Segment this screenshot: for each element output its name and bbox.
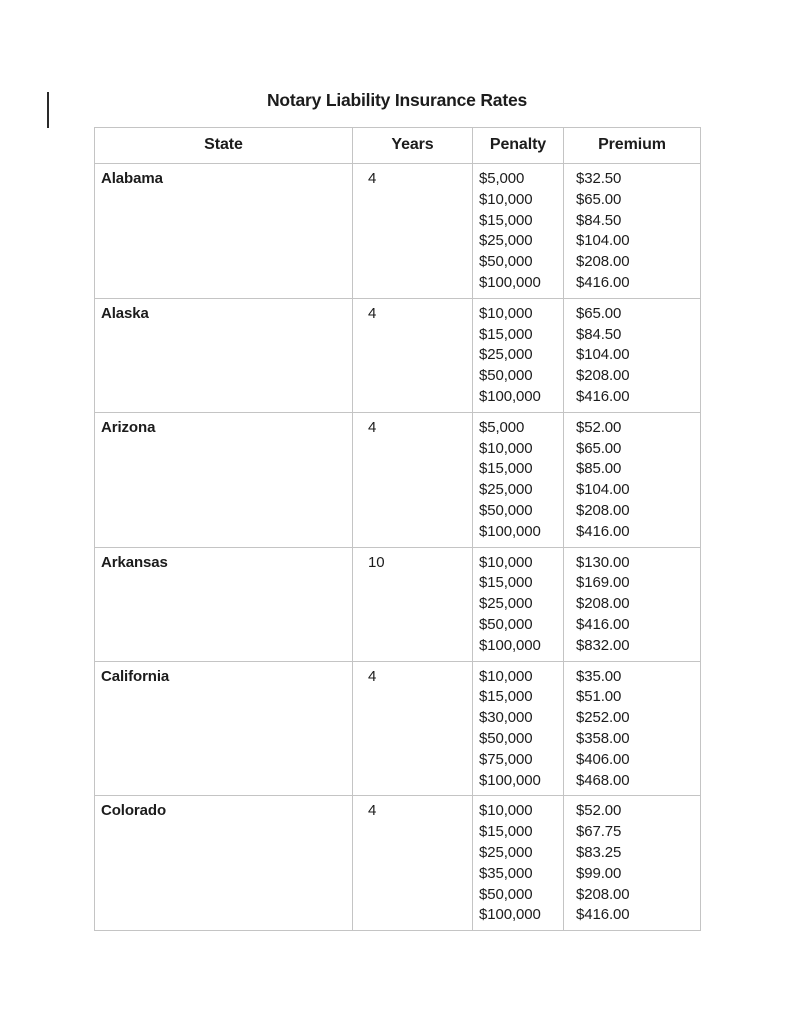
state-cell: California xyxy=(95,661,353,796)
premium-line: $35.00 xyxy=(576,667,622,685)
penalty-line: $50,000 xyxy=(479,885,533,903)
penalty-line: $10,000 xyxy=(479,190,533,208)
penalty-line: $15,000 xyxy=(479,823,533,841)
penalty-line: $100,000 xyxy=(479,522,541,540)
premium-line: $208.00 xyxy=(576,885,630,903)
penalty-line: $5,000 xyxy=(479,418,525,436)
premium-cell xyxy=(564,796,701,931)
column-header-penalty: Penalty xyxy=(473,128,564,164)
premium-line: $416.00 xyxy=(576,906,630,924)
penalty-line: $10,000 xyxy=(479,304,533,322)
penalty-line: $10,000 xyxy=(479,439,533,457)
state-cell: Arizona xyxy=(95,412,353,547)
text-cursor-mark xyxy=(47,92,49,128)
table-row xyxy=(95,547,701,661)
penalty-line: $30,000 xyxy=(479,709,533,727)
penalty-line: $15,000 xyxy=(479,574,533,592)
penalty-line: $15,000 xyxy=(479,325,533,343)
penalty-line: $15,000 xyxy=(479,688,533,706)
penalty-line: $10,000 xyxy=(479,802,533,820)
premium-line: $416.00 xyxy=(576,522,630,540)
premium-line: $416.00 xyxy=(576,387,630,405)
penalty-line: $75,000 xyxy=(479,750,533,768)
page-title: Notary Liability Insurance Rates xyxy=(266,90,528,110)
premium-line: $32.50 xyxy=(576,170,622,187)
penalty-line: $50,000 xyxy=(479,367,533,385)
penalty-line: $5,000 xyxy=(479,170,525,187)
premium-line: $84.50 xyxy=(576,325,622,343)
premium-cell xyxy=(564,412,701,547)
premium-line: $104.00 xyxy=(576,481,630,499)
penalty-cell xyxy=(473,796,564,931)
premium-line: $65.00 xyxy=(576,304,622,322)
premium-line: $416.00 xyxy=(576,273,630,291)
premium-line: $169.00 xyxy=(576,574,630,592)
penalty-cell xyxy=(473,298,564,412)
premium-line: $52.00 xyxy=(576,418,622,436)
header-row xyxy=(95,128,701,164)
state-cell: Alabama xyxy=(95,164,353,299)
penalty-line: $100,000 xyxy=(479,636,541,654)
penalty-line: $50,000 xyxy=(479,729,533,747)
column-header-premium: Premium xyxy=(564,128,701,164)
penalty-cell xyxy=(473,547,564,661)
premium-line: $416.00 xyxy=(576,615,630,633)
premium-line: $208.00 xyxy=(576,253,630,271)
premium-line: $358.00 xyxy=(576,729,630,747)
penalty-line: $100,000 xyxy=(479,273,541,291)
penalty-cell xyxy=(473,412,564,547)
penalty-line: $25,000 xyxy=(479,481,533,499)
penalty-line: $50,000 xyxy=(479,501,533,519)
premium-line: $208.00 xyxy=(576,367,630,385)
premium-line: $85.00 xyxy=(576,460,622,478)
premium-line: $208.00 xyxy=(576,595,630,613)
premium-line: $65.00 xyxy=(576,439,622,457)
premium-line: $252.00 xyxy=(576,709,630,727)
penalty-line: $50,000 xyxy=(479,615,533,633)
premium-line: $67.75 xyxy=(576,823,622,841)
table-row xyxy=(95,661,701,796)
state-cell: Arkansas xyxy=(95,547,353,661)
premium-line: $83.25 xyxy=(576,843,622,861)
table-header xyxy=(95,128,701,164)
years-cell: 4 xyxy=(353,298,473,412)
premium-line: $104.00 xyxy=(576,346,630,364)
penalty-line: $100,000 xyxy=(479,387,541,405)
premium-line: $208.00 xyxy=(576,501,630,519)
premium-line: $65.00 xyxy=(576,190,622,208)
penalty-line: $10,000 xyxy=(479,553,533,571)
penalty-line: $25,000 xyxy=(479,843,533,861)
penalty-line: $35,000 xyxy=(479,864,533,882)
years-cell: 4 xyxy=(353,796,473,931)
penalty-line: $10,000 xyxy=(479,667,533,685)
penalty-line: $25,000 xyxy=(479,595,533,613)
penalty-cell xyxy=(473,661,564,796)
premium-cell xyxy=(564,298,701,412)
column-header-state: State xyxy=(95,128,353,164)
premium-line: $130.00 xyxy=(576,553,630,571)
premium-line: $99.00 xyxy=(576,864,622,882)
penalty-line: $15,000 xyxy=(479,211,533,229)
table-row xyxy=(95,298,701,412)
premium-line: $406.00 xyxy=(576,750,630,768)
rates-table xyxy=(94,127,701,931)
premium-line: $84.50 xyxy=(576,211,622,229)
years-cell: 10 xyxy=(353,547,473,661)
table-body xyxy=(95,164,701,931)
penalty-line: $100,000 xyxy=(479,771,541,789)
premium-line: $52.00 xyxy=(576,802,622,820)
penalty-line: $15,000 xyxy=(479,460,533,478)
years-cell: 4 xyxy=(353,661,473,796)
penalty-line: $25,000 xyxy=(479,232,533,250)
premium-line: $51.00 xyxy=(576,688,622,706)
premium-line: $832.00 xyxy=(576,636,630,654)
premium-cell xyxy=(564,547,701,661)
penalty-line: $50,000 xyxy=(479,253,533,271)
table-row xyxy=(95,796,701,931)
state-cell: Alaska xyxy=(95,298,353,412)
penalty-line: $100,000 xyxy=(479,906,541,924)
column-header-years: Years xyxy=(353,128,473,164)
state-cell: Colorado xyxy=(95,796,353,931)
table-row xyxy=(95,412,701,547)
premium-cell xyxy=(564,164,701,299)
premium-line: $104.00 xyxy=(576,232,630,250)
table-row xyxy=(95,164,701,299)
years-cell: 4 xyxy=(353,412,473,547)
premium-line: $468.00 xyxy=(576,771,630,789)
premium-cell xyxy=(564,661,701,796)
penalty-line: $25,000 xyxy=(479,346,533,364)
years-cell: 4 xyxy=(353,164,473,299)
penalty-cell xyxy=(473,164,564,299)
